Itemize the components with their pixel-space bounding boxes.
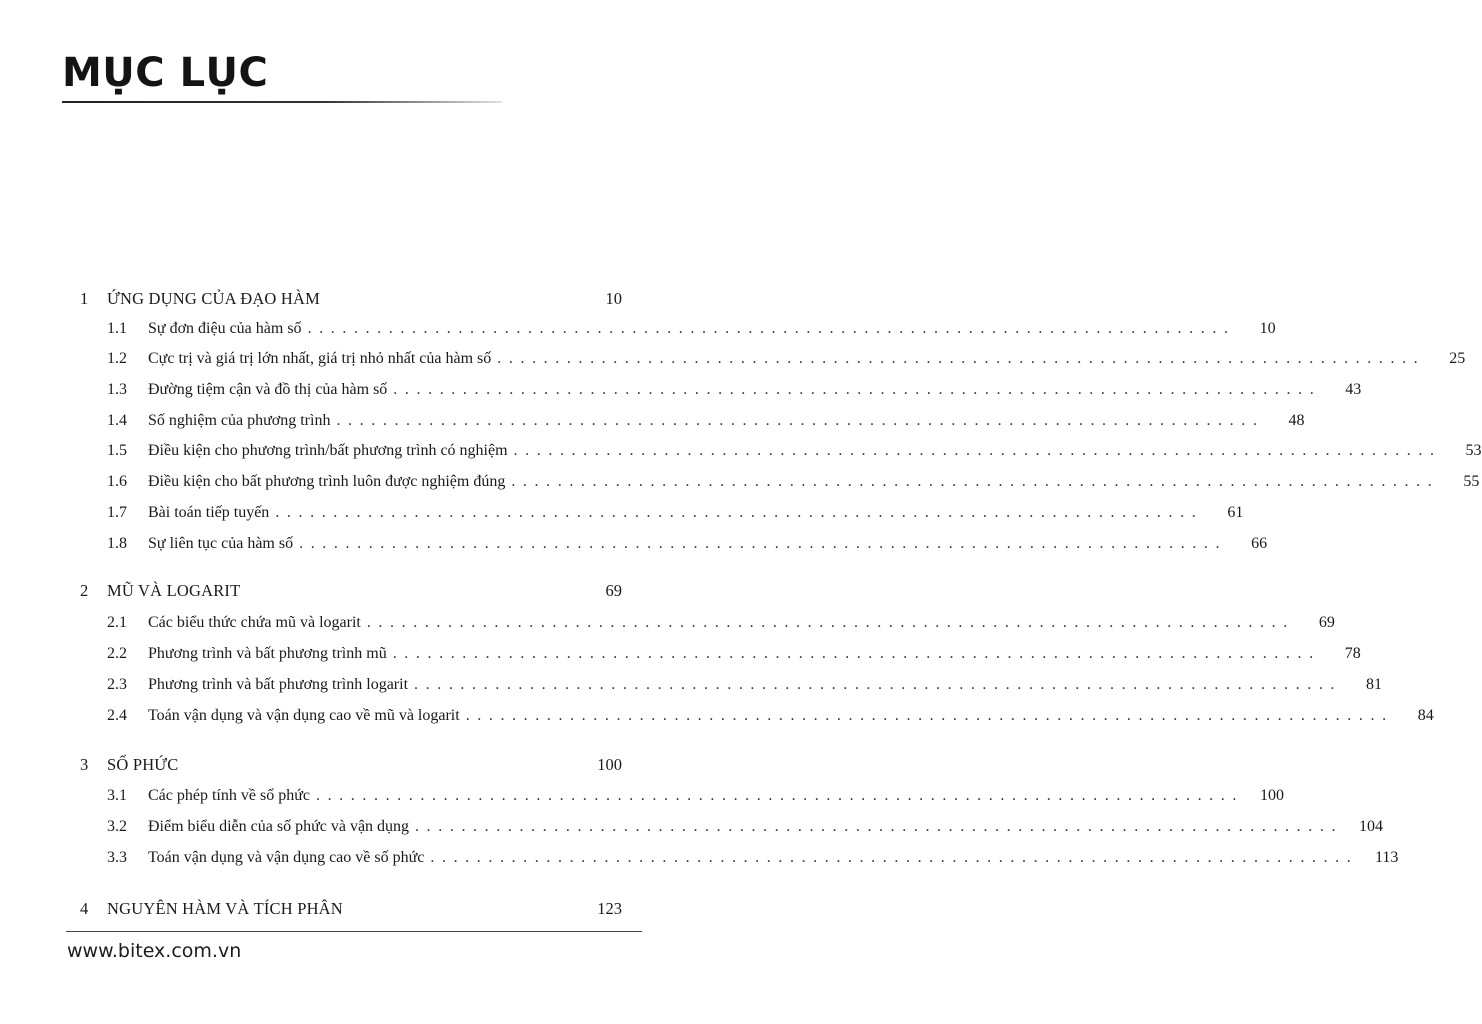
chapter-number: 4 (80, 899, 89, 918)
section-page: 78 (1344, 645, 1361, 662)
footer-url[interactable]: www.bitex.com.vn (67, 940, 242, 962)
section-page: 84 (1417, 707, 1434, 724)
section-number: 2.3 (107, 676, 127, 693)
chapter-page: 69 (605, 581, 622, 600)
leader-dots: ................................................................................ (414, 676, 1343, 693)
section-number: 1.7 (107, 504, 127, 521)
section-number: 1.2 (107, 350, 127, 367)
section-number: 3.3 (107, 849, 127, 866)
section-page: 55 (1463, 473, 1480, 490)
section-title: Điều kiện cho phương trình/bất phương trình có nghiệm (148, 442, 508, 459)
section-page: 69 (1318, 614, 1335, 631)
section-number: 1.3 (107, 381, 127, 398)
section-title: Điều kiện cho bất phương trình luôn được nghiệm đúng (148, 473, 506, 490)
section-number: 1.6 (107, 473, 127, 490)
section-number: 1.1 (107, 320, 127, 337)
toc-section[interactable] (107, 612, 1335, 634)
chapter-number: 3 (80, 755, 89, 774)
section-page: 81 (1366, 676, 1383, 693)
section-title: Toán vận dụng và vận dụng cao về mũ và logarit (148, 707, 460, 724)
section-page: 25 (1449, 350, 1466, 367)
toc-section[interactable] (107, 379, 1362, 401)
section-title: Đường tiệm cận và đồ thị của hàm số (148, 381, 388, 398)
chapter-title: MŨ VÀ LOGARIT (107, 581, 241, 600)
toc-chapter[interactable] (80, 754, 622, 776)
toc-chapter[interactable] (80, 898, 622, 920)
leader-dots: ................................................................................ (430, 849, 1359, 866)
toc-section[interactable] (107, 440, 1482, 462)
section-title: Bài toán tiếp tuyến (148, 504, 270, 521)
section-page: 104 (1359, 818, 1384, 835)
chapter-title: NGUYÊN HÀM VÀ TÍCH PHÂN (107, 899, 343, 918)
toc-section[interactable] (107, 533, 1268, 555)
toc-section[interactable] (107, 816, 1384, 838)
leader-dots: ................................................................................ (513, 442, 1442, 459)
section-page: 43 (1345, 381, 1362, 398)
section-number: 2.2 (107, 645, 127, 662)
leader-dots: ................................................................................ (511, 473, 1440, 490)
leader-dots: ................................................................................ (275, 504, 1204, 521)
chapter-number: 2 (80, 581, 89, 600)
toc-section[interactable] (107, 674, 1383, 696)
section-title: Điểm biểu diễn của số phức và vận dụng (148, 818, 410, 835)
section-title: Sự đơn điệu của hàm số (148, 320, 302, 337)
section-number: 3.1 (107, 787, 127, 804)
leader-dots: ................................................................................ (392, 645, 1321, 662)
section-title: Cực trị và giá trị lớn nhất, giá trị nhỏ nhất của hàm số (148, 350, 492, 367)
chapter-page: 10 (605, 289, 622, 308)
toc-section[interactable] (107, 471, 1480, 493)
section-page: 66 (1251, 535, 1268, 552)
section-number: 3.2 (107, 818, 127, 835)
section-page: 48 (1288, 412, 1305, 429)
leader-dots: ................................................................................ (299, 535, 1228, 552)
chapter-number: 1 (80, 289, 89, 308)
section-page: 53 (1465, 442, 1482, 459)
section-number: 1.5 (107, 442, 127, 459)
section-title: Toán vận dụng và vận dụng cao về số phức (148, 849, 425, 866)
leader-dots: ................................................................................ (465, 707, 1394, 724)
toc-section[interactable] (107, 502, 1244, 524)
leader-dots: ................................................................................ (415, 818, 1344, 835)
section-page: 100 (1259, 787, 1284, 804)
section-title: Sự liên tục của hàm số (148, 535, 294, 552)
leader-dots: ................................................................................ (315, 787, 1244, 804)
section-title: Các phép tính về số phức (148, 787, 310, 804)
section-page: 113 (1374, 849, 1399, 866)
page-title: MỤC LỤC (62, 50, 269, 96)
toc-section[interactable] (107, 785, 1284, 807)
leader-dots: ................................................................................ (336, 412, 1265, 429)
section-title: Các biểu thức chứa mũ và logarit (148, 614, 361, 631)
toc-chapter[interactable] (80, 580, 622, 602)
chapter-page: 123 (597, 899, 622, 918)
footer-divider (66, 931, 642, 932)
toc-chapter[interactable] (80, 288, 622, 310)
chapter-title: ỨNG DỤNG CỦA ĐẠO HÀM (107, 289, 320, 308)
section-number: 1.8 (107, 535, 127, 552)
chapter-page: 100 (597, 755, 622, 774)
leader-dots: ................................................................................ (393, 381, 1322, 398)
section-number: 2.1 (107, 614, 127, 631)
toc-section[interactable] (107, 348, 1466, 370)
section-number: 2.4 (107, 707, 127, 724)
section-page: 10 (1259, 320, 1276, 337)
leader-dots: ................................................................................ (307, 320, 1236, 337)
toc-section[interactable] (107, 410, 1305, 432)
leader-dots: ................................................................................ (497, 350, 1426, 367)
section-page: 61 (1227, 504, 1244, 521)
chapter-title: SỐ PHỨC (107, 755, 179, 774)
title-underline (62, 101, 502, 103)
section-title: Phương trình và bất phương trình mũ (148, 645, 387, 662)
toc-section[interactable] (107, 705, 1434, 727)
section-title: Số nghiệm của phương trình (148, 412, 331, 429)
section-title: Phương trình và bất phương trình logarit (148, 676, 409, 693)
toc-section[interactable] (107, 318, 1276, 340)
toc-section[interactable] (107, 847, 1399, 869)
section-number: 1.4 (107, 412, 127, 429)
leader-dots: ................................................................................ (366, 614, 1295, 631)
toc-section[interactable] (107, 643, 1361, 665)
